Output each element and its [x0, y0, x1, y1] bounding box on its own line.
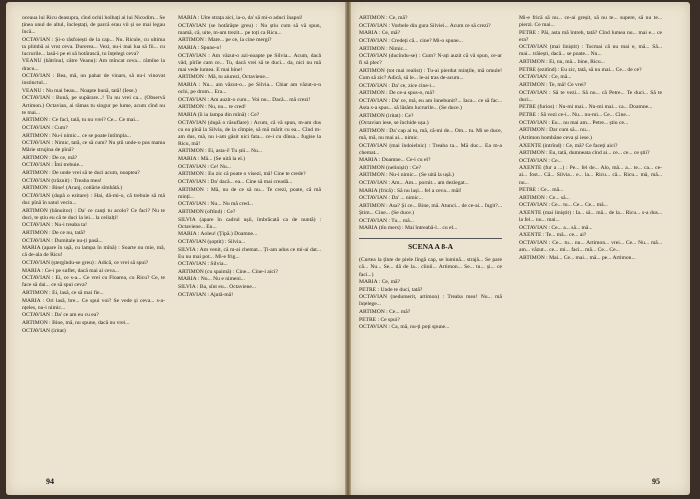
dialogue-line: ARTIMON (tot mai realist) : Tu-ai pierdut mințile, mă omule! Cum să zic? Adică, să le... le-ai tras de-acum...	[359, 67, 502, 81]
dialogue-line: AXENTE (intrînd) : Ce, mă? Ce faceți aici?	[519, 142, 618, 149]
page-number-left: 94	[46, 477, 54, 486]
dialogue-line: OCTAVIAN : Ce! Nu...	[178, 163, 231, 170]
dialogue-line: OCTAVIAN (ducîndu-se) : Cum? N-ați auzit că vă spun, ce-ar fi să plec?	[359, 53, 502, 67]
dialogue-line: OCTAVIAN : Nimic, tată, ce să cum? Nu știi unde-o pus mama Mărie strujina de pînă?	[22, 140, 165, 154]
dialogue-line: OCTAVIAN (după o răsuflare) : Acum, că vă spun, m-am dus cu ea pînă la Silvia, de la cîmpie, să mă mărit cu ea... Cînd m-am dus, mă, nu i-am găsit nici fata... ce-i cu dînsa... fugise la Ricu, mă!	[178, 119, 321, 147]
dialogue-line: VEANU (bătrînul, către Veanu): Am mîncat ceva... rămîne la dracu...	[22, 58, 165, 72]
dialogue-line: MARIA : Ce, mă?	[359, 279, 401, 286]
dialogue-line: OCTAVIAN : Ce... tu... nu... Artimon... vrei... Ce... Nu... mă... am... văzut... ce... mi... faci... mă... Ce... Ce...	[519, 240, 662, 254]
dialogue-line: ARTIMON : Ce... mă?	[359, 309, 411, 316]
dialogue-line: OCTAVIAN : Ajută-mă!	[178, 291, 234, 298]
dialogue-line: MARIA (apare în ușă, cu lampa în mînă) : Soarte nu mie, mă, că de-ala de Ricu!	[22, 245, 165, 259]
dialogue-line: MARIA : Ce-i pe suflet, dacă mai ai ceva...	[22, 267, 119, 274]
dialogue-line: ARTIMON : Ei, asta-i! Tu știi... Nu...	[178, 148, 263, 155]
dialogue-line: OCTAVIAN : Da' dacă... ea... Cine să mai creadă...	[178, 178, 293, 185]
dialogue-line: OCTAVIAN : Am văzut-o azi-noapte pe Silvia... Acum, dacă văd, pîrîie cam ce... Tu, dacă vrei să te duci... da, nici nu mă mai vede lumea. E mai bine!	[178, 52, 321, 73]
dialogue-line: ARTIMON : Nu, nu... te cred!	[178, 104, 246, 111]
right-page-column-2	[519, 15, 662, 262]
dialogue-line: MARIA : Doamne... Ce-i cu el?	[359, 157, 431, 164]
dialogue-line: MARIA : Uite strața aici, ia-o, da' să mi-o aduci înapoi!	[178, 15, 303, 21]
dialogue-line: ARTIMON : De ce nu, tată?	[22, 230, 86, 237]
dialogue-line: OCTAVIAN : Bea, mă, un pahar de vinars, să nu-i vinovat instinctul...	[22, 73, 165, 87]
dialogue-line: ARTIMON : Bine! (Aranj, cotlărie sîmbătă.)	[22, 185, 123, 192]
dialogue-line: MARIA (tîn mers) : Mai întreabă-l... cu el...	[359, 225, 458, 232]
dialogue-line: Mi-e frică să nu... ce-ai greșit, să nu te... supere, să nu te... pierzi. Ce mai...	[519, 15, 662, 29]
dialogue-line: MARIA : Nu... Nu e nimeni...	[178, 276, 245, 283]
dialogue-line: OCTAVIAN : Eu... nu mai am... Petre... știu ce...	[519, 119, 629, 126]
dialogue-line: ARTIMON : Ce faci, tată, tu nu vrei? Ce... Ce mai...	[22, 117, 140, 124]
dialogue-line: OCTAVIAN : Am... Am... pornit... am dezlegat...	[359, 180, 469, 187]
dialogue-line: ARTIMON (iritat) : Ce?	[359, 112, 414, 119]
dialogue-line: OCTAVIAN : Da' ... nimic...	[359, 195, 423, 202]
dialogue-line: SILVIA (apare în cadrul ușii, îmbrăcată ca de nuntă) : Octaviene... Eu...	[178, 216, 321, 230]
dialogue-line: MARIA : Spune-o!	[178, 44, 222, 51]
dialogue-line: OCTAVIAN : Să te vezi... Să nu... că Petre... Te duci... Să te duci...	[519, 89, 662, 103]
dialogue-line: MARIA : Mă... (Se uită la el.)	[178, 156, 246, 163]
dialogue-line: ARTIMON (bănuitor) : Da' ce cauți tu acolo? Ce faci? Nu te duci, te știu eu că te duci la lei... la ceilalți!	[22, 207, 165, 221]
dialogue-line: OCTAVIAN : Bună, pe supărare...! Tu nu vrei ca... (Observă Artimon.) Octavian, ai rămas tu singur pe lume, acum cînd nu te mai...	[22, 95, 165, 116]
dialogue-line: PETRE : Ce... mă...	[519, 187, 564, 194]
dialogue-line: SILVIA : Ba, sînt eu... Octaviene...	[178, 284, 257, 291]
dialogue-line: ARTIMON : Mare... pe ce, la cine mergi?	[178, 37, 272, 44]
dialogue-line: OCTAVIAN : Da' ce, zice cine-i...	[359, 82, 436, 89]
dialogue-line: MARIA (îi ia lampa din mînă) : Ce?	[178, 111, 260, 118]
right-col1-dialogue-after-scene	[359, 257, 502, 331]
dialogue-line: OCTAVIAN : Ce...	[519, 157, 562, 164]
dialogue-line: ARTIMON : Da' cap ai tu, mă, că-mi de... Om... tu. Mi se duce, mă, mă, nu mai ai... nimic.	[359, 127, 502, 141]
dialogue-line: ARTIMON : Ei, lasă, ce să mai fie...	[22, 289, 104, 296]
dialogue-line: (Octavian iese, se închide ușa.)	[359, 120, 429, 127]
dialogue-line: PETRE : Păi, asta mă întreb, tată? Cînd lumea nu... mai e... ce era?	[519, 29, 662, 43]
right-col1-dialogue	[359, 15, 502, 232]
dialogue-line: ARTIMON : Eu zic că poate o visezi, mă! Cine te crede?	[178, 171, 306, 178]
dialogue-line: VEANU : Nu mai beau... Noapte bună, tată! (Iese.)	[22, 87, 137, 94]
dialogue-line: SILVIA : Am venit, că m-ai chemat... Ți-am adus ce mi-ai dat... Eu nu mai pot... Mi-e frig...	[178, 246, 321, 260]
dialogue-line: ARTIMON : Eu, tată, dumneata cînd ai... ce... ce... ce știi?	[519, 150, 650, 157]
dialogue-line: OCTAVIAN : Ce... tu... Ce... Ce... mă...	[519, 202, 608, 209]
dialogue-line: OCTAVIAN (trăznit) : Treaba mea!	[22, 177, 102, 184]
dialogue-line: OCTAVIAN : Dumitale nu-ți pasă...	[22, 237, 103, 244]
dialogue-line: ARTIMON : Te, mă! Ce vrei?	[519, 81, 587, 88]
dialogue-line: OCTAVIAN : Îmi trebuie...	[22, 162, 84, 169]
dialogue-line: (Curtea la țînte de piele lîngă cap, se lumină... strajă... Se pare că... Nu... Se... dă de la... cîinii... Artimon... Se... tu... și... ce faci...)	[359, 257, 502, 278]
dialogue-line: PETRE : Ce spui?	[359, 316, 400, 323]
dialogue-line: OCTAVIAN : Nu... Nu mă cred...	[178, 201, 254, 208]
dialogue-line: ARTIMON : Nu-i nimic... (Se uită la ușă.)	[359, 172, 454, 179]
dialogue-line: ARTIMON (nelinișit) : Ce?	[359, 164, 421, 171]
dialogue-line: OCTAVIAN (mai îndoielnic) : Treaba ta... Mă duc... Ea m-a chemat...	[359, 142, 502, 156]
dialogue-line: ARTIMON : Ce, mă?	[359, 15, 408, 21]
dialogue-line: OCTAVIAN : Silvia...	[178, 261, 228, 268]
dialogue-line: oceaua lui Ricu deasupra, cînd ochii holbați ai lui Nicodim... Se ținea unul de altul, încleștați, de parcă erau vii și se mai legau încă...	[22, 15, 165, 36]
left-page-column-2	[178, 15, 321, 299]
dialogue-line: OCTAVIAN : Da' ce am eu cu ea?	[22, 312, 99, 319]
dialogue-line: OCTAVIAN : Ei, ce s-a... Ce vrei cu Floarea, cu Ricu? Ce, te face să dai... ce să spui ceva?	[22, 275, 165, 289]
dialogue-line: OCTAVIAN : Vorbele din gura Silviei... Acum ce să crezi?	[359, 22, 491, 29]
dialogue-line: OCTAVIAN : Ce... a... să... mă...	[519, 224, 593, 231]
dialogue-line: MARIA : Ce, mă?	[359, 30, 401, 37]
dialogue-line: ARTIMON (cu spaimă) : Cine... Cine-i aici?	[178, 268, 278, 275]
dialogue-line: AXENTE : Te... mă... ce... ai?	[519, 232, 587, 239]
dialogue-line: OCTAVIAN (mai liniștit) : Tocmai că nu mai e, mă... Să... mai... trăiești, dacă... se poate... Nu...	[519, 44, 662, 58]
dialogue-line: PETRE (furios) : Nu-mi mai... Nu-mi mai... ca... Doamne...	[519, 104, 653, 111]
page-number-right: 95	[652, 477, 660, 486]
dialogue-line: OCTAVIAN (se hotărăște greu) : Nu știu cum să vă spun, mamă, că, uite, m-am trezit... pe toți ca Ricu...	[178, 22, 321, 36]
dialogue-line: ARTIMON (oftînd) : Ce?	[178, 208, 236, 215]
dialogue-line: OCTAVIAN (ștergîndu-se greu) : Adică, ce vrei să spui?	[22, 260, 149, 267]
dialogue-line: OCTAVIAN : Ce, mă...	[519, 74, 572, 81]
dialogue-line: ARTIMON : Dar cum să... nu...	[519, 127, 590, 134]
dialogue-line: PETRE : Unde te duci, tată?	[359, 286, 423, 293]
left-page-column-1	[22, 15, 165, 335]
dialogue-line: ARTIMON : Ce... să...	[519, 194, 570, 201]
dialogue-line: OCTAVIAN : Da' ce, mă, eu am înnebunit?... Iaca... ce să fac... Asta s-a spus... să lăsăm lucrurile... (Se duce.)	[359, 97, 502, 111]
dialogue-line: MARIA : Aoleu! (Țipă.) Doamne...	[178, 231, 258, 238]
dialogue-line: OCTAVIAN : Credeți că... cine? Mi-o spune...	[359, 37, 463, 44]
right-page-column-1	[359, 15, 502, 332]
dialogue-line: MARIA : Ori lasă, bre... Ce spui voi? Se vede și ceva... s-a-nțeles, nu-i nimic...	[22, 297, 165, 311]
dialogue-line: ARTIMON : Nimic...	[359, 45, 408, 52]
dialogue-line: (Artimon bombăne ceva și iese.)	[519, 134, 592, 141]
dialogue-line: OCTAVIAN (după o ezitare) : Hai, dă-mi-o, că trebuie să mă duc pînă în satul vecin...	[22, 193, 165, 207]
dialogue-line: OCTAVIAN (iritat)	[22, 327, 66, 334]
dialogue-line: ARTIMON : De unde vrei să te duci acum, noaptea?	[22, 170, 140, 177]
dialogue-line: OCTAVIAN (șoptit) : Silvia...	[178, 238, 246, 245]
dialogue-line: AXENTE (mai liniștit) : Ia... să... mă... de la... Ricu... s-a dus... la fel... nu... mai...	[519, 210, 662, 224]
dialogue-line: ARTIMON : Asa? Și ce... Bine, mă. Atunci... de ce-ai... fugit?... Știm... Cine... (Se duce.)	[359, 203, 502, 217]
dialogue-line: OCTAVIAN (nedumerit, artimon) : Treaba mea! Nu... mă înțelege...	[359, 294, 502, 308]
dialogue-line: AXENTE (fur a ...) : Pe... fel de... Alo, mă... a... te... ca... ce-ai... fost... Că... Silvia... e... la... Ricu... că... Ricu... mă, mă... nu...	[519, 165, 662, 186]
dialogue-line: ARTIMON : Mai... Ce... mai... mă... pe... Artimon...	[519, 254, 636, 261]
dialogue-line: MARIA : Nu... am văzut-o... pe Silvia... Chiar am văzut-o-n ochi, pe drum... Era...	[178, 81, 321, 96]
dialogue-line: PETRE : Să vezi ce-i... Nu... nu-mi... Ce... Cine...	[519, 111, 631, 118]
dialogue-line: ARTIMON : De ce, mă?	[22, 154, 78, 161]
dialogue-line: OCTAVIAN : Ca, mă, nu-ți poți spune...	[359, 324, 450, 331]
dialogue-line: OCTAVIAN : Tu... mă...	[359, 217, 414, 224]
dialogue-line: ARTIMON : Nu-i nimic... ce se poate întîmpla...	[22, 132, 131, 139]
dialogue-line: ARTIMON : Ei, nu, mă... bine, Ricu...	[519, 59, 605, 66]
right-page	[351, 2, 690, 495]
dialogue-line: MARIA (frică) : Să nu lași... fel a ceva... măi!	[359, 187, 462, 194]
dialogue-line: ARTIMON : Mă, nu de ce să nu... Te crezi, poate, că mă minți...	[178, 186, 321, 200]
dialogue-line: OCTAVIAN : Și-o răsfoiești de la cap... Nu. Ricule, cu ultima ta plimbă ai vrut ceva. Durerea... Vezi, nu-i mai lua să fii... cu lucrurile... lasă-i pe ei să hotărască, tu înțelegi ceva?	[22, 36, 165, 57]
scene-heading: SCENA A 8-A	[359, 238, 502, 252]
dialogue-line: ARTIMON : Bine, mă, nu spune, dacă nu vrei...	[22, 319, 130, 326]
dialogue-line: OCTAVIAN : Am auzit-o cum... Voi nu... Dacă... mă crezi!	[178, 96, 311, 103]
dialogue-line: ARTIMON : Mă, tu aiurezi, Octaviene...	[178, 74, 270, 81]
left-page	[6, 2, 345, 495]
dialogue-line: OCTAVIAN : Cum?	[22, 124, 68, 131]
dialogue-line: OCTAVIAN : Nu-i treaba ta!	[22, 222, 88, 229]
dialogue-line: ARTIMON : De ce-a spus-o, mă?	[359, 90, 435, 97]
dialogue-line: PETRE (ezitînd) : Eu zic, tată, să nu mai... Ce... de ce?	[519, 66, 642, 73]
